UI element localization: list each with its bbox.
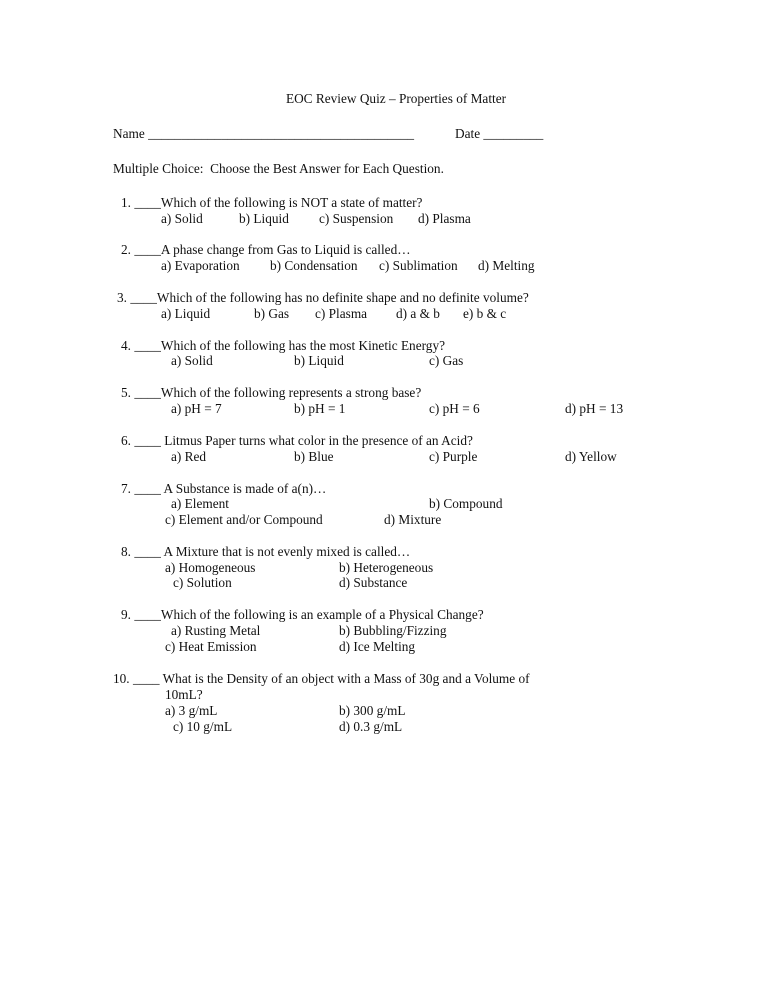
question-number: 9. ____Which of the following is an example of a Physical Change? [121, 607, 484, 622]
option-a: a) Element [171, 496, 229, 511]
question-number: 2. ____A phase change from Gas to Liquid is called… [121, 242, 411, 257]
option-b: b) Gas [254, 306, 290, 321]
option-b: b) Heterogeneous [339, 560, 434, 575]
option-c: c) Solution [173, 575, 232, 590]
option-a: a) Red [171, 449, 207, 464]
question-number: 6. ____ Litmus Paper turns what color in the presence of an Acid? [121, 433, 473, 448]
option-b: b) Liquid [239, 211, 289, 226]
option-d: d) Substance [339, 575, 408, 590]
date-field: Date _________ [455, 126, 544, 141]
option-b: b) Bubbling/Fizzing [339, 623, 447, 638]
question-text-continued: 10mL? [165, 687, 203, 702]
name-field: Name ________________________________________ [113, 126, 415, 141]
question-number: 5. ____Which of the following represents a strong base? [121, 385, 422, 400]
option-c: c) 10 g/mL [173, 719, 233, 734]
option-b: b) Blue [294, 449, 334, 464]
option-c: c) Sublimation [379, 258, 458, 273]
option-a: a) Solid [171, 353, 213, 368]
question-number: 3. ____Which of the following has no definite shape and no definite volume? [117, 290, 529, 305]
question-number: 10. ____ What is the Density of an object with a Mass of 30g and a Volume of [113, 671, 530, 686]
option-d: d) Mixture [384, 512, 442, 527]
option-d: d) pH = 13 [565, 401, 624, 416]
question-number: 4. ____Which of the following has the most Kinetic Energy? [121, 338, 445, 353]
option-c: c) pH = 6 [429, 401, 480, 416]
option-c: c) Suspension [319, 211, 394, 226]
option-e: e) b & c [463, 306, 507, 321]
option-b: b) Liquid [294, 353, 344, 368]
instructions: Multiple Choice: Choose the Best Answer for Each Question. [113, 161, 444, 176]
option-a: a) Evaporation [161, 258, 240, 273]
option-c: c) Plasma [315, 306, 368, 321]
question-number: 1. ____Which of the following is NOT a state of matter? [121, 195, 423, 210]
option-a: a) Homogeneous [165, 560, 256, 575]
option-b: b) Compound [429, 496, 503, 511]
option-a: a) Rusting Metal [171, 623, 261, 638]
question-number: 7. ____ A Substance is made of a(n)… [121, 481, 327, 496]
option-b: b) Condensation [270, 258, 358, 273]
option-a: a) Solid [161, 211, 203, 226]
option-d: d) Plasma [418, 211, 471, 226]
option-c: c) Gas [429, 353, 464, 368]
option-d: d) Melting [478, 258, 535, 273]
option-b: b) 300 g/mL [339, 703, 406, 718]
option-b: b) pH = 1 [294, 401, 346, 416]
option-d: d) 0.3 g/mL [339, 719, 403, 734]
question-number: 8. ____ A Mixture that is not evenly mixed is called… [121, 544, 411, 559]
option-d: d) a & b [396, 306, 440, 321]
option-c: c) Element and/or Compound [165, 512, 323, 527]
option-a: a) Liquid [161, 306, 211, 321]
option-c: c) Purple [429, 449, 478, 464]
option-a: a) 3 g/mL [165, 703, 218, 718]
option-d: d) Yellow [565, 449, 617, 464]
option-d: d) Ice Melting [339, 639, 416, 654]
option-a: a) pH = 7 [171, 401, 222, 416]
option-c: c) Heat Emission [165, 639, 257, 654]
page-title: EOC Review Quiz – Properties of Matter [285, 91, 507, 106]
